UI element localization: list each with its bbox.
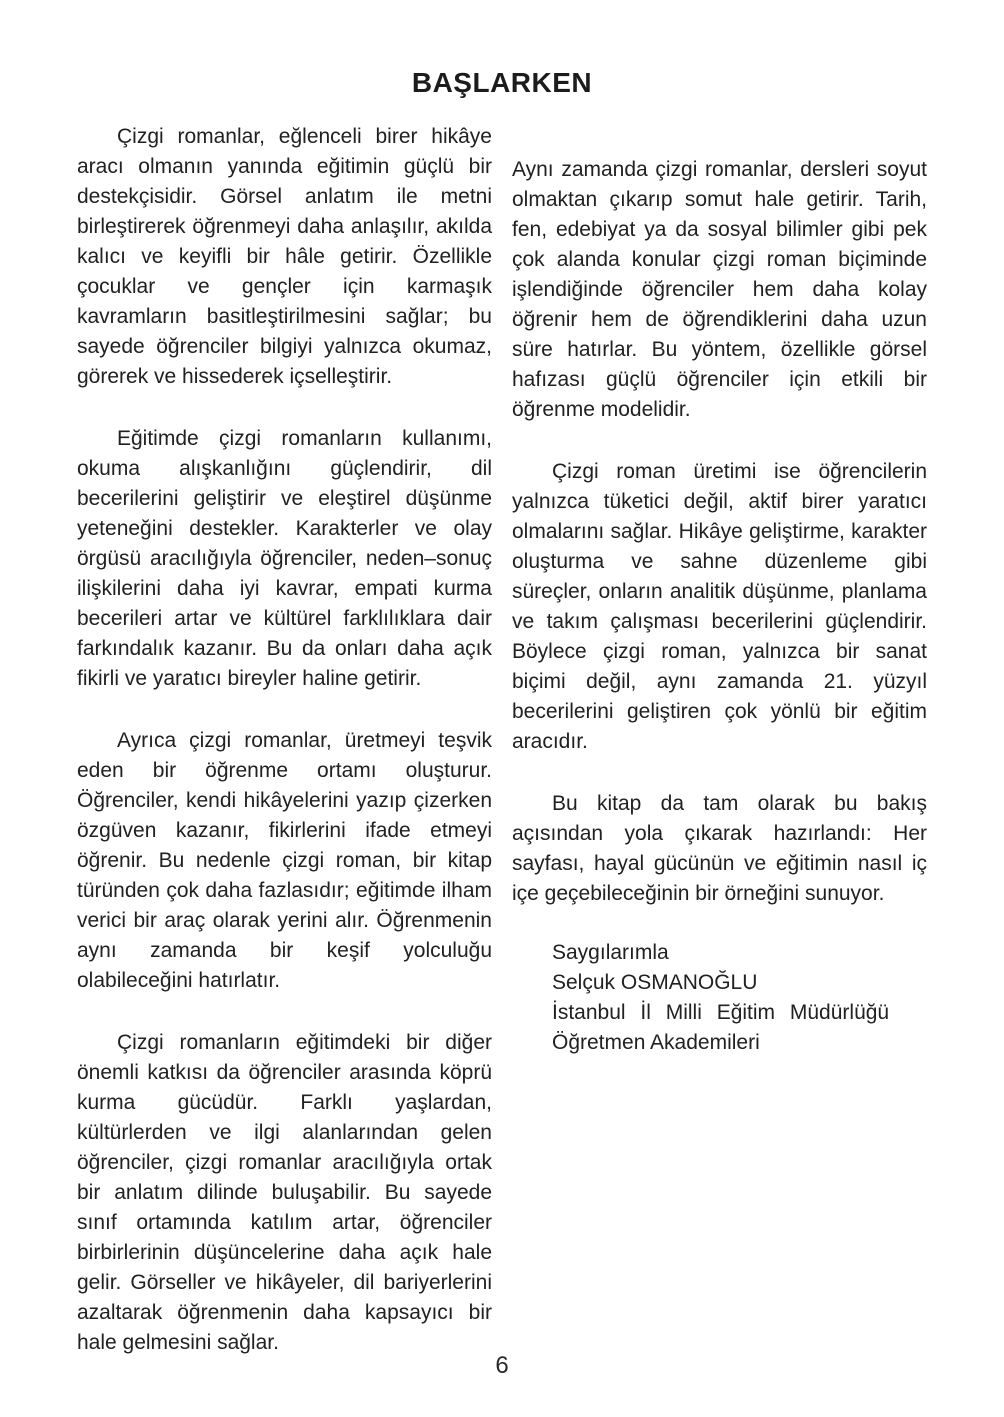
paragraph-right-2: Çizgi roman üretimi ise öğrencilerin yalnızca tüketici değil, aktif birer yaratıcı olmalarını sağlar. Hikâye geliştirme, karakter oluşturma ve sahne düzenleme gibi süreçler, onların analitik düşünme, planlama ve takım çalışması becerilerini güçlendirir. Böylece çizgi roman, yalnızca bir sanat biçimi değil, aynı zamanda 21. yüzyıl becerilerini geliştiren çok yönlü bir eğitim aracıdır. bbox=[512, 460, 927, 753]
signature-name: Selçuk OSMANOĞLU bbox=[552, 971, 758, 994]
paragraph-right-1: Aynı zamanda çizgi romanlar, dersleri soyut olmaktan çıkarıp somut hale getirir. Tarih, fen, edebiyat ya da sosyal bilimler gibi pek çok alanda konular çizgi roman biçiminde işlendiğinde öğrenciler hem daha kolay öğrenir hem de öğrendiklerini daha uzun süre hatırlar. Bu yöntem, özellikle görsel hafızası güçlü öğrenciler için etkili bir öğrenme modelidir. bbox=[512, 158, 927, 421]
paragraph-left-4: Çizgi romanların eğitimdeki bir diğer önemli katkısı da öğrenciler arasında köprü kurma gücüdür. Farklı yaşlardan, kültürlerden ve ilgi alanlarından gelen öğrenciler, çizgi romanlar aracılığıyla ortak bir anlatım dilinde buluşabilir. Bu sayede sınıf ortamında katılım artar, öğrenciler birbirlerinin düşüncelerine daha açık hale gelir. Görseller ve hikâyeler, dil bariyerlerini azaltarak öğrenmenin daha kapsayıcı bir hale gelmesini sağlar. bbox=[77, 1031, 492, 1354]
left-column bbox=[77, 122, 492, 1358]
paragraph-left-2: Eğitimde çizgi romanların kullanımı, okuma alışkanlığını güçlendirir, dil becerilerini geliştirir ve eleştirel düşünme yeteneğini destekler. Karakterler ve olay örgüsü aracılığıyla öğrenciler, neden–sonuç ilişkilerini daha iyi kavrar, empati kurma becerileri artar ve kültürel farklılıklara dair farkındalık kazanır. Bu da onları daha açık fikirli ve yaratıcı bireyler haline getirir. bbox=[77, 427, 492, 690]
right-column bbox=[512, 155, 927, 1358]
signature-block bbox=[512, 938, 927, 1058]
signature-organization: İstanbul İl Milli Eğitim Müdürlüğü bbox=[552, 1001, 890, 1024]
page-number: 6 bbox=[495, 1352, 509, 1379]
paragraph-left-1: Çizgi romanlar, eğlenceli birer hikâye aracı olmanın yanında eğitimin güçlü bir destekçisidir. Görsel anlatım ile metni birleştirerek öğrenmeyi daha anlaşılır, akılda kalıcı ve keyifli bir hâle getirir. Özellikle çocuklar ve gençler için karmaşık kavramların basitleştirilmesini sağlar; bu sayede öğrenciler bilgiyi yalnızca okumaz, görerek ve hissederek içselleştirir. bbox=[77, 125, 492, 388]
signature-salutation: Saygılarımla bbox=[552, 941, 669, 964]
paragraph-right-3: Bu kitap da tam olarak bu bakış açısından yola çıkarak hazırlandı: Her sayfası, hayal gücünün ve eğitimin nasıl iç içe geçebileceğinin bir örneğini sunuyor. bbox=[512, 792, 927, 905]
signature-department: Öğretmen Akademileri bbox=[552, 1031, 760, 1054]
page-title: BAŞLARKEN bbox=[411, 67, 593, 98]
two-column-layout bbox=[77, 122, 927, 1358]
paragraph-left-3: Ayrıca çizgi romanlar, üretmeyi teşvik eden bir öğrenme ortamı oluşturur. Öğrenciler, kendi hikâyelerini yazıp çizerken özgüven kazanır, fikirlerini ifade etmeyi öğrenir. Bu nedenle çizgi roman, bir kitap türünden çok daha fazlasıdır; eğitimde ilham verici bir araç olarak yerini alır. Öğrenmenin aynı zamanda bir keşif yolculuğu olabileceğini hatırlatır. bbox=[77, 729, 492, 992]
